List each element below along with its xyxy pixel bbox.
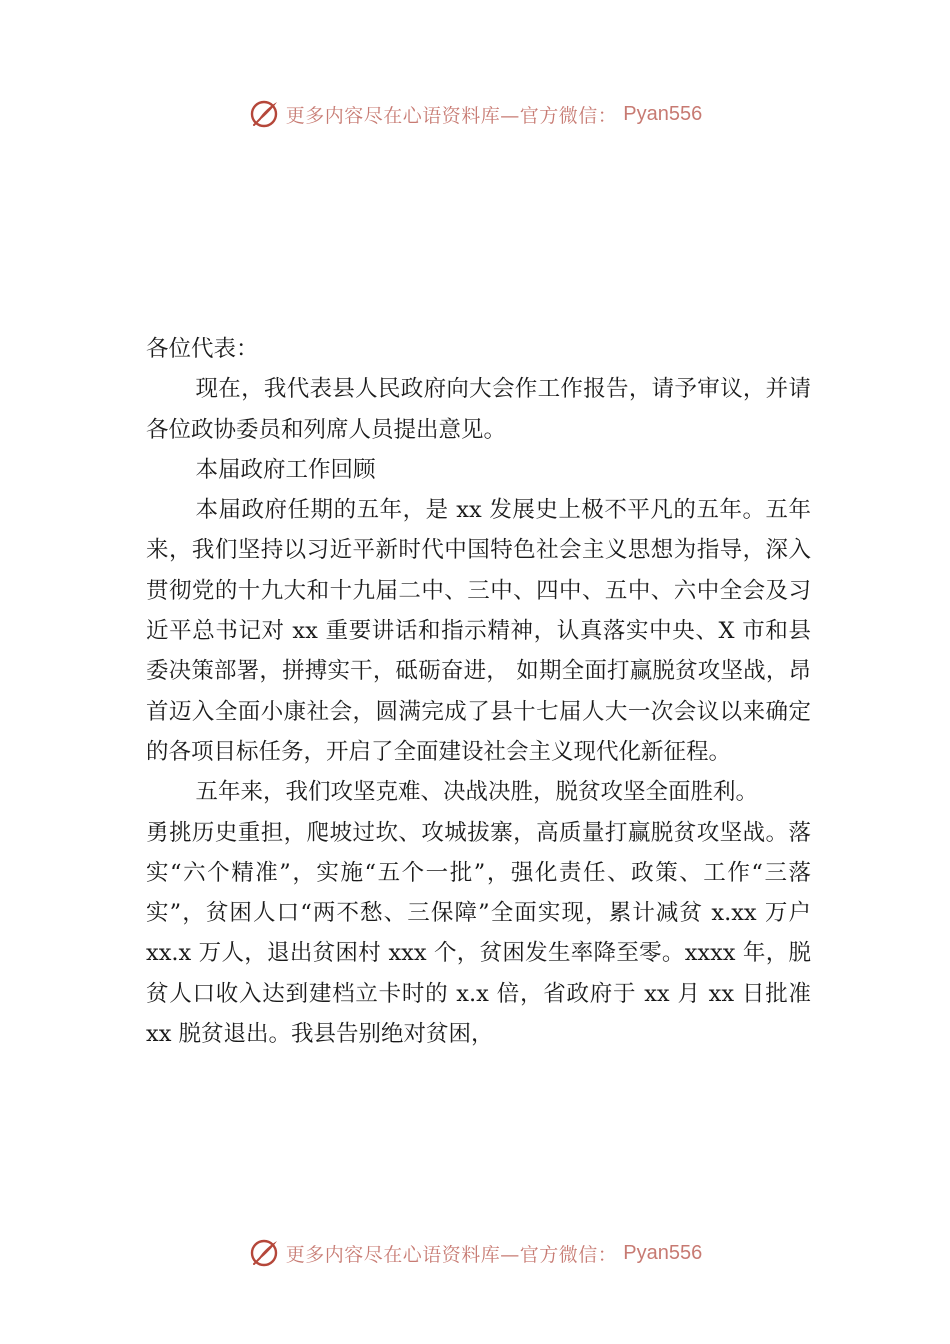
paragraph-review: 本届政府任期的五年，是 xx 发展史上极不平凡的五年。五年来，我们坚持以习近平新时代中国特色社会主义思想为指导，深入贯彻党的十九大和十九届二中、三中、四中、五中、六中全会及习近平总书记对 xx 重要讲话和指示精神，认真落实中央、X 市和县委决策部署，拼搏实干，砥砺奋进， 如期全面打赢脱贫攻坚战，昂首迈入全面小康社会，圆满完成了县十七届人大一次会议以来确定的各项目标任务，开启了全面建设社会主义现代化新征程。 — [146, 497, 811, 765]
document-body — [146, 329, 811, 1054]
paragraph-poverty-body: 勇挑历史重担，爬坡过坎、攻城拔寨，高质量打赢脱贫攻坚战。落实“六个精准”，实施“五个一批”，强化责任、政策、工作“三落实”，贫困人口“两不愁、三保障”全面实现，累计减贫 x.xx 万户 xx.x 万人，退出贫困村 xxx 个，贫困发生率降至零。xxxx 年，脱贫人口收入达到建档立卡时的 x.x 倍，省政府于 xx 月 xx 日批准 xx 脱贫退出。我县告别绝对贫困， — [146, 819, 811, 1048]
header-banner — [0, 94, 950, 134]
footer-wechat-id: Pyan556 — [623, 1241, 703, 1264]
quill-circle-logo-icon — [248, 1237, 280, 1269]
opening-paragraph: 现在，我代表县人民政府向大会作工作报告，请予审议，并请各位政协委员和列席人员提出意见。 — [146, 376, 811, 443]
paragraph-poverty-lead: 五年来，我们攻坚克难、决战决胜，脱贫攻坚全面胜利。 — [195, 779, 759, 806]
quill-circle-logo-icon — [248, 98, 280, 130]
header-wechat-id: Pyan556 — [623, 102, 703, 125]
footer-banner — [0, 1233, 950, 1273]
section-heading: 本届政府工作回顾 — [195, 456, 376, 483]
salutation: 各位代表： — [146, 336, 259, 362]
footer-banner-text: 更多内容尽在心语资料库—官方微信： — [285, 1243, 618, 1266]
header-banner-text: 更多内容尽在心语资料库—官方微信： — [285, 104, 618, 127]
